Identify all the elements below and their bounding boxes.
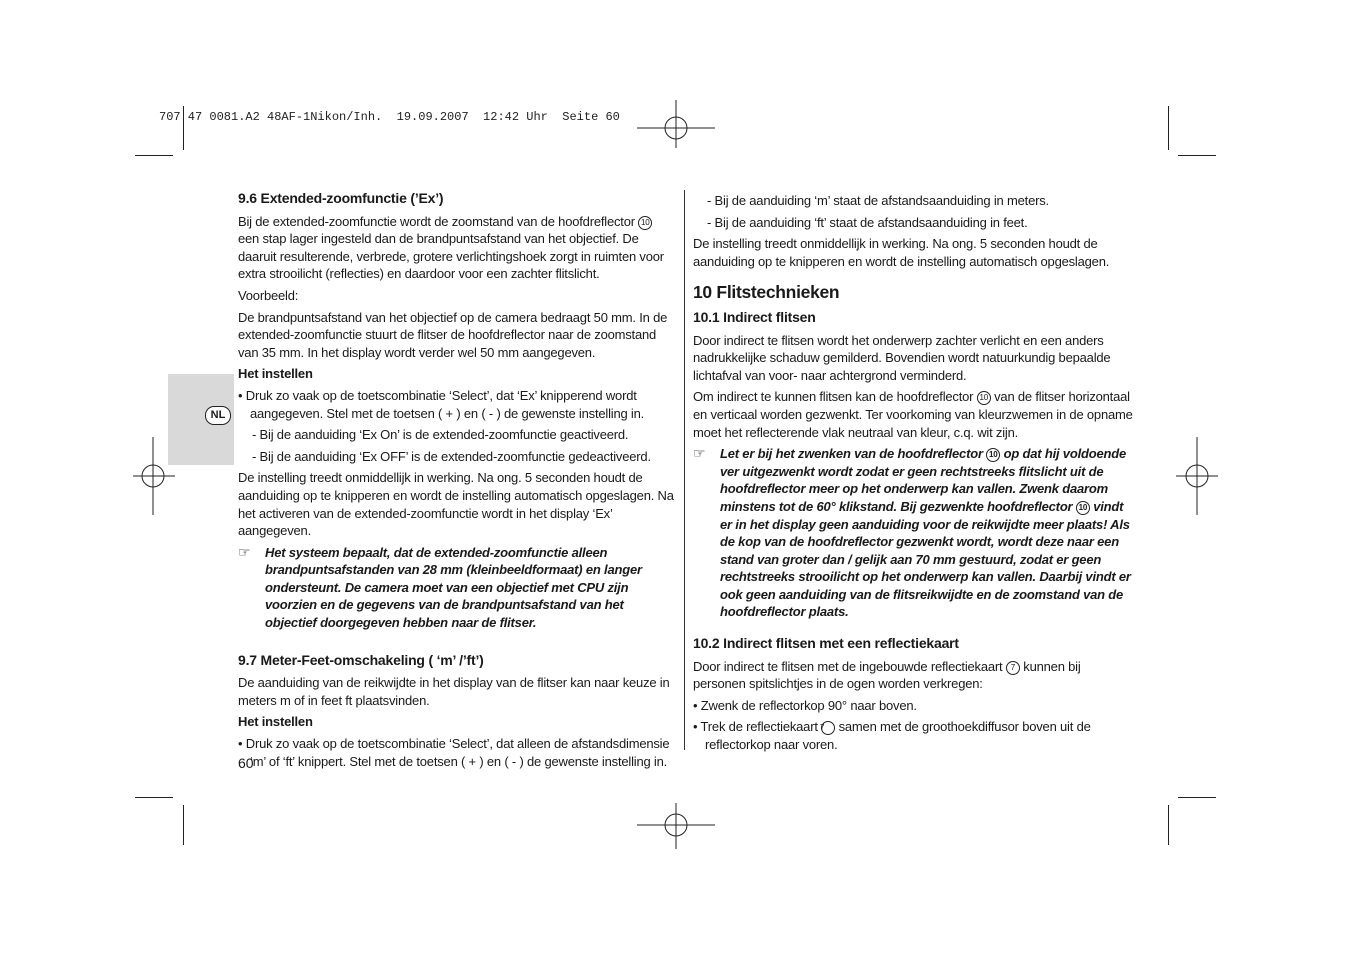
list-item: • Druk zo vaak op de toetscombinatie ‘Select’, dat ‘Ex’ knipperend wordt aangegeven. Stel met de toetsen ( + ) en ( - ) de gewenste instelling in. <box>238 387 645 421</box>
section-9-7-title: 9.7 Meter-Feet-omschakeling ( ‘m’ /’ft’) <box>238 651 484 668</box>
pointing-hand-icon: ☞ <box>693 445 706 462</box>
paragraph: De aanduiding van de reikwijdte in het display van de flitser kan naar keuze in meters m of in feet ft plaatsvinden. <box>238 675 670 708</box>
language-tab <box>168 374 234 465</box>
list-item: • Trek de reflectiekaart 7 samen met de groothoekdiffusor boven uit de reflectorkop naar voren. <box>693 719 1091 753</box>
reference-number-10: 10 <box>1076 501 1090 515</box>
column-divider <box>684 190 685 750</box>
reference-number-7: 7 <box>1006 661 1020 675</box>
list-item: - Bij de aanduiding ‘ft’ staat de afstandsaanduiding in feet. <box>707 214 1028 230</box>
subheading-het-instellen: Het instellen <box>238 366 313 382</box>
crop-mark <box>1168 106 1169 150</box>
note-text: Let er bij het zwenken van de hoofdreflector 10 op dat hij voldoende ver uitgezwenkt wordt zodat er geen rechtstreeks flitslicht uit de hoofdreflector meer op het onderwerp kan vallen. Zwenk daarom minstens tot de 60° klikstand. Bij gezwenkte hoofdreflector 10 vindt er in het display geen aanduiding voor de reikwijdte meer plaats! Als de kop van de hoofdreflector gezwenkt wordt, wordt deze naar een stand van groter dan / gelijk aan 70 mm gestuurd, zodat er geen rechtstreeks strooilicht op het onderwerp kan vallen. Daarbij vindt er ook geen aanduiding van de flitsreikwijdte en de zoomstand van de hoofdreflector plaats. <box>720 446 1131 620</box>
section-10-2-title: 10.2 Indirect flitsen met een reflectiekaart <box>693 635 959 652</box>
crop-mark <box>135 797 173 798</box>
paragraph: Door indirect te flitsen wordt het onderwerp zachter verlicht en een anders nadrukkelijke schaduw gemilderd. Bovendien wordt natuurkundig bepaalde lichtafval van voor- naar achtergrond verminderd. <box>693 332 1111 383</box>
left-column <box>238 190 674 774</box>
paragraph: De brandpuntsafstand van het objectief op de camera bedraagt 50 mm. In de extended-zoomfunctie stuurt de flitser de hoofdreflector naar de zoomstand van 35 mm. In het display wordt verder wel 50 mm aangegeven. <box>238 309 668 360</box>
right-column <box>693 192 1133 758</box>
list-item: - Bij de aanduiding ‘Ex OFF’ is de extended-zoomfunctie gedeactiveerd. <box>252 448 651 464</box>
note <box>238 544 674 632</box>
paragraph: Bij de extended-zoomfunctie wordt de zoomstand van de hoofdreflector 10 een stap lager ingesteld dan de brandpuntsafstand van het objectief. De daaruit resulterende, verbrede, grotere verlichtingshoek zorgt in ruimten voor extra strooilicht (reflecties) en daardoor voor een zachter flitslicht. <box>238 213 664 282</box>
registration-mark-icon <box>637 100 715 156</box>
crop-mark <box>1168 805 1169 845</box>
list-item: • Druk zo vaak op de toetscombinatie ‘Select’, dat alleen de afstandsdimensie ‘m’ of ‘ft’ knippert. Stel met de toetsen ( + ) en ( - ) de gewenste instelling in. <box>238 736 670 769</box>
language-badge: NL <box>205 406 231 425</box>
paragraph: De instelling treedt onmiddellijk in werking. Na ong. 5 seconden houdt de aanduiding op te knipperen en wordt de instelling automatisch opgeslagen. Na het activeren van de extended-zoomfunctie wordt in het display ‘Ex’ aangegeven. <box>238 470 674 539</box>
list-item: • Zwenk de reflectorkop 90° naar boven. <box>693 697 917 713</box>
crop-mark <box>135 155 173 156</box>
section-9-6-title: 9.6 Extended-zoomfunctie (’Ex’) <box>238 190 444 206</box>
section-10-title: 10 Flitstechnieken <box>693 282 840 303</box>
reference-number-7: 7 <box>821 721 835 735</box>
list-item: - Bij de aanduiding ‘m’ staat de afstandsaanduiding in meters. <box>707 193 1049 208</box>
note <box>693 445 1133 621</box>
paragraph-voorbeeld: Voorbeeld: <box>238 287 299 303</box>
reference-number-10: 10 <box>638 216 652 230</box>
reference-number-10: 10 <box>977 391 991 405</box>
page-number: 60 <box>238 755 254 771</box>
registration-mark-icon <box>637 803 715 849</box>
subheading-het-instellen: Het instellen <box>238 714 313 730</box>
note-text: Het systeem bepaalt, dat de extended-zoomfunctie alleen brandpuntsafstanden van 28 mm (kleinbeeldformaat) en langer ondersteunt. De camera moet van een objectief met CPU zijn voorzien en de gegevens van de brandpuntsafstand van het objectief doorgegeven hebben naar de flitser. <box>265 544 642 631</box>
crop-mark <box>1178 155 1216 156</box>
pointing-hand-icon: ☞ <box>238 543 251 560</box>
crop-mark <box>183 805 184 845</box>
registration-mark-icon <box>1176 437 1218 515</box>
list-item: - Bij de aanduiding ‘Ex On’ is de extended-zoomfunctie geactiveerd. <box>252 427 629 443</box>
paragraph: De instelling treedt onmiddellijk in werking. Na ong. 5 seconden houdt de aanduiding op te knipperen en wordt de instelling automatisch opgeslagen. <box>693 236 1110 269</box>
crop-mark <box>1178 797 1216 798</box>
section-10-1-title: 10.1 Indirect flitsen <box>693 308 816 325</box>
paragraph: Om indirect te kunnen flitsen kan de hoofdreflector 10 van de flitser horizontaal en verticaal worden gezwenkt. Ter voorkoming van kleurzwemen in de opname moet het reflecterende vlak neutraal van kleur, c.q. wit zijn. <box>693 389 1133 440</box>
reference-number-10: 10 <box>986 448 1000 462</box>
paragraph: Door indirect te flitsen met de ingebouwde reflectiekaart 7 kunnen bij personen spitslichtjes in de ogen worden verkregen: <box>693 658 1081 692</box>
print-header: 707 47 0081.A2 48AF-1Nikon/Inh. 19.09.2007 12:42 Uhr Seite 60 <box>159 110 620 124</box>
